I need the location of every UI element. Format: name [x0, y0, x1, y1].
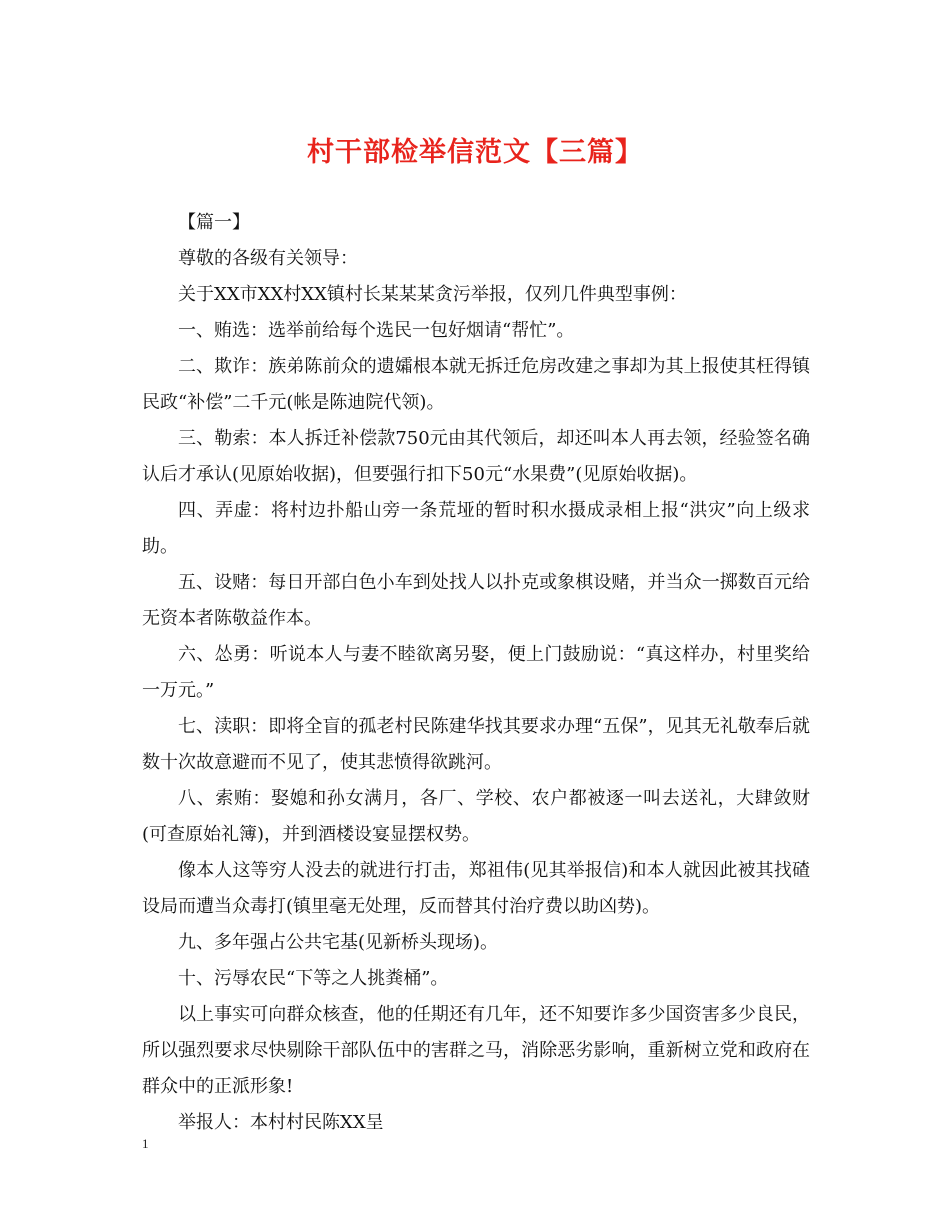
paragraph-item-3: 三、勒索：本人拆迁补偿款750元由其代领后，却还叫本人再去领，经验签名确认后才承认(见原始收据)，但要强行扣下50元“水果费”(见原始收据)。 — [142, 428, 810, 485]
paragraph-intro: 关于XX市XX村XX镇村长某某某贪污举报，仅列几件典型事例： — [178, 284, 687, 305]
paragraph-item-4: 四、弄虚：将村边扑船山旁一条荒垭的暂时积水摄成录相上报“洪灾”向上级求助。 — [142, 500, 810, 557]
document-title: 村干部检举信范文【三篇】 — [307, 137, 643, 168]
paragraph-section-heading: 【篇一】 — [178, 212, 250, 233]
paragraph-item-10: 十、污辱农民“下等之人挑粪桶”。 — [178, 968, 449, 989]
document-body — [142, 205, 810, 1141]
paragraph-item-5: 五、设赌：每日开部白色小车到处找人以扑克或象棋设赌，并当众一掷数百元给无资本者陈敬益作本。 — [142, 572, 810, 629]
paragraph-salutation: 尊敬的各级有关领导： — [178, 248, 358, 269]
page-number: 1 — [142, 1136, 149, 1151]
paragraph-item-9: 九、多年强占公共宅基(见新桥头现场)。 — [178, 932, 499, 953]
paragraph-item-6: 六、怂勇：听说本人与妻不睦欲离另娶，便上门鼓励说：“真这样办，村里奖给一万元。” — [142, 644, 810, 701]
paragraph-item-1: 一、贿选：选举前给每个选民一包好烟请“帮忙”。 — [178, 320, 575, 341]
paragraph-conclusion: 以上事实可向群众核查，他的任期还有几年，还不知要诈多少国资害多少良民，所以强烈要求尽快剔除干部队伍中的害群之马，消除恶劣影响，重新树立党和政府在群众中的正派形象! — [142, 1004, 810, 1097]
paragraph-item-8: 八、索贿：娶媳和孙女满月，各厂、学校、农户都被逐一叫去送礼，大肆敛财(可查原始礼簿)，并到酒楼设宴显摆权势。 — [142, 788, 810, 845]
paragraph-signature: 举报人：本村村民陈XX呈 — [178, 1112, 384, 1133]
paragraph-item-8-continued: 像本人这等穷人没去的就进行打击，郑祖伟(见其举报信)和本人就因此被其找碴设局而遭当众毒打(镇里毫无处理，反而替其付治疗费以助凶势)。 — [142, 860, 810, 917]
paragraph-item-2: 二、欺诈：族弟陈前众的遗孀根本就无拆迁危房改建之事却为其上报使其枉得镇民政“补偿”二千元(帐是陈迪院代领)。 — [142, 356, 810, 413]
paragraph-item-7: 七、渎职：即将全盲的孤老村民陈建华找其要求办理“五保”，见其无礼敬奉后就数十次故意避而不见了，使其悲愤得欲跳河。 — [142, 716, 810, 773]
